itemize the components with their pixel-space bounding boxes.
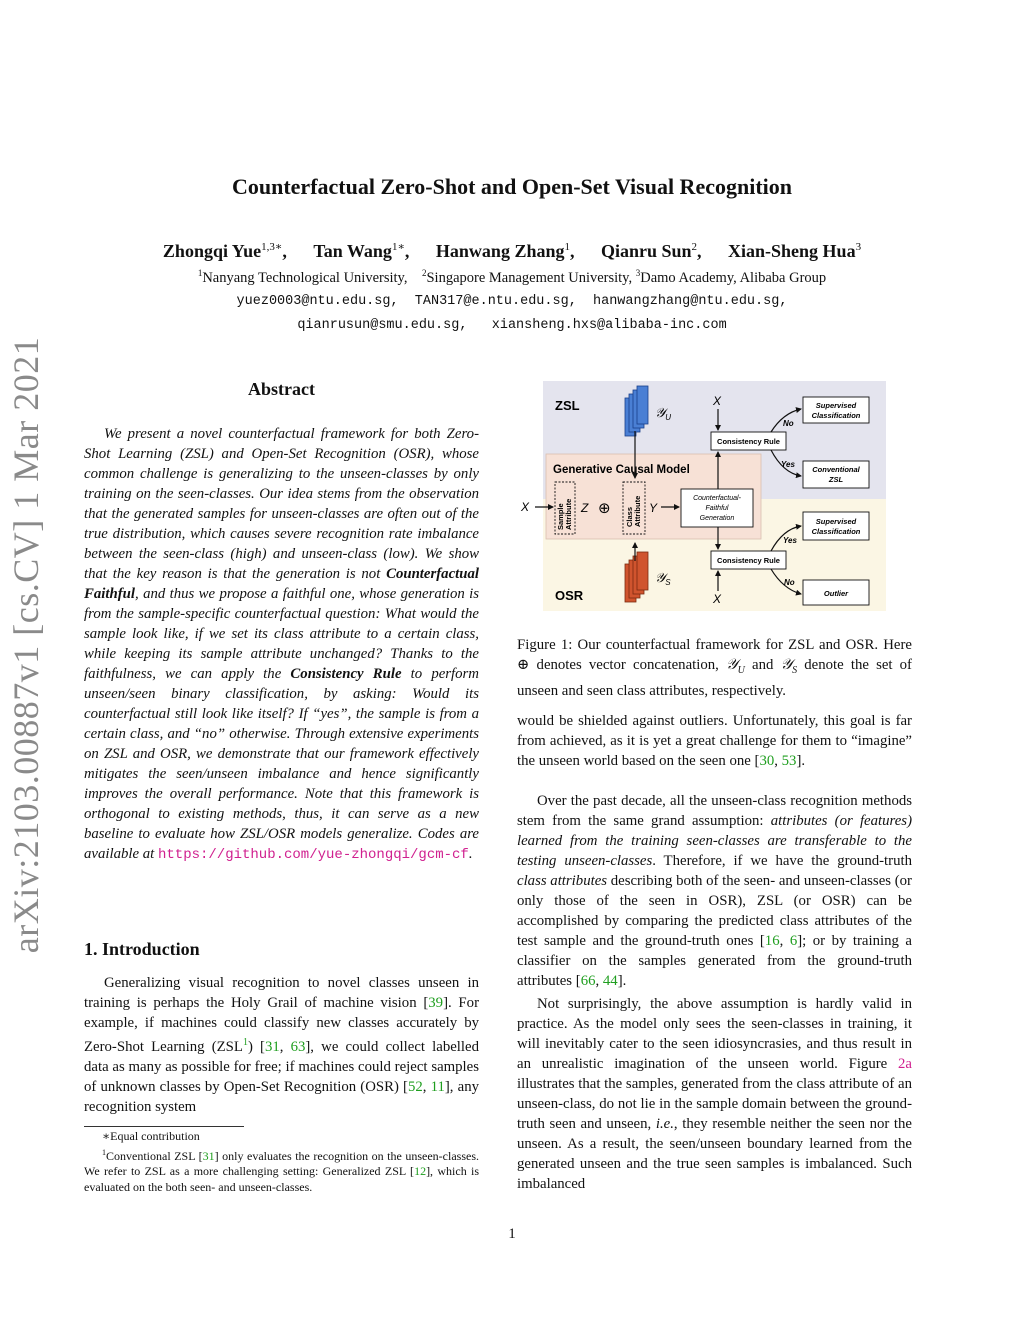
input-x-top: X <box>713 394 722 408</box>
author: Zhongqi Yue$^{1,3∗}$, <box>162 241 287 261</box>
affiliations: $^1$Nanyang Technological University, $^2$Singapore Management University, $^3$Damo Academy, Alibaba Group <box>197 268 827 286</box>
citation-link[interactable]: 66 <box>580 973 596 989</box>
no-label: No <box>784 578 795 587</box>
consistency-rule-label: Consistency Rule <box>717 437 780 446</box>
conventional-zsl-label: Conventional ZSL <box>812 465 860 484</box>
outlier-label: Outlier <box>823 589 849 598</box>
body-paragraph: Not surprisingly, the above assumption is hardly valid in practice. As the model only sees the seen-classes in training, it will inevitably cater to the seen idiosyncrasies, and thus result in an unrealistic imagination of the unseen world. Figure 2a illustrates that the samples, generated from the class attribute of an unseen-class, do not lie in the sample domain between the ground-truth seen and unseen, i.e., they resemble neither the seen nor the unseen. As a result, the seen/unseen boundary learned from the generated unseen and the true seen samples is imbalanced. Such imbalanced <box>517 996 912 1192</box>
z-symbol: Z <box>581 501 589 515</box>
citation-link[interactable]: 63 <box>290 1038 306 1055</box>
footnote: ∗Equal contribution <box>102 1129 200 1143</box>
intro-paragraph: Generalizing visual recognition to novel classes unseen in training is perhaps the Holy Grail of machine vision [39]. For example, if machines could classify new classes accurately by Zero-Shot Learning (ZSL$^1$) [31, 63], we could collect labelled data as many as possible for free; if machines could reject samples of unknown classes by Open-Set Recognition (OSR) [52, 11], any recognition system <box>84 975 479 1115</box>
gcm-label: Generative Causal Model <box>553 464 690 476</box>
citation-link[interactable]: 11 <box>430 1078 445 1095</box>
body-paragraph: Over the past decade, all the unseen-class recognition methods stem from the same grand assumption: attributes (or features) learned from the training seen-classes are transferable to the testing unseen-classes. Therefore, if we have the ground-truth class attributes describing both of the seen- and unseen-classes (or only those of the seen in OSR), ZSL (or OSR) can be accomplished by comparing the predicted class attributes of the test sample and the ground-truth ones [16, 6]; or by training a classifier on the samples generated from the ground-truth attributes [66, 44]. <box>517 793 912 989</box>
author: Hanwang Zhang$^1$, <box>435 241 575 261</box>
section-heading: 1. Introduction <box>84 939 200 959</box>
consistency-rule-label: Consistency Rule <box>717 556 780 565</box>
unseen-attr-symbol: 𝒴$_U$ <box>655 405 671 422</box>
input-x: X <box>521 500 530 514</box>
paper-title: Counterfactual Zero-Shot and Open-Set Visual Recognition <box>231 174 792 199</box>
cfg-label: Counterfactual-Faithful Generation <box>693 495 741 522</box>
citation-link[interactable]: 30 <box>759 753 775 769</box>
email-list: yuez0003@ntu.edu.sg, TAN317@e.ntu.edu.sg, hanwangzhang@ntu.edu.sg, <box>236 294 788 309</box>
citation-link[interactable]: 6 <box>789 933 798 949</box>
zsl-label: ZSL <box>555 398 580 413</box>
figure-link[interactable]: 2a <box>898 1056 912 1072</box>
no-label: No <box>783 419 794 428</box>
code-link[interactable]: https://github.com/yue-zhongqi/gcm-cf <box>157 847 469 863</box>
abstract-text: We present a novel counterfactual framework for both Zero-Shot Learning (ZSL) and Open-Set Recognition (OSR), whose common challenge is generalizing to the unseen-classes by only training on the seen-classes. Our idea stems from the observation that the generated samples for unseen-classes are often out of the true distribution, which causes severe recognition rate imbalance between the seen-class (high) and unseen-class (low). We show that the key reason is that the generation is not Counterfactual Faithful, and thus we propose a faithful one, whose generation is from the sample-specific counterfactual question: What would the sample look like, if we set its class attribute to a certain class, while keeping its sample attribute unchanged? Thanks to the faithfulness, we can apply the Consistency Rule to perform unseen/seen binary classification, by asking: Would its counterfactual still look like itself? If “yes”, the sample is from a certain class, and “no” otherwise. Through extensive experiments on ZSL and OSR, we demonstrate that our framework effectively mitigates the seen/unseen imbalance and hence significantly improves the overall performance. Note that this framework is orthogonal to existing methods, thus, it can serve as a new baseline to evaluate how ZSL/OSR models generalize. Codes are available at https://github.com/yue-zhongqi/gcm-cf. <box>84 426 479 863</box>
citation-link[interactable]: 53 <box>781 753 797 769</box>
citation-link[interactable]: 52 <box>407 1078 423 1095</box>
email-list: qianrusun@smu.edu.sg, xiansheng.hxs@alibaba-inc.com <box>297 318 727 333</box>
citation-link[interactable]: 44 <box>602 973 618 989</box>
author: Tan Wang$^{1∗}$, <box>313 241 410 261</box>
citation-link[interactable]: 31 <box>202 1148 215 1163</box>
figure-caption: Figure 1: Our counterfactual framework for ZSL and OSR. Here ⊕ denotes vector concatenation, 𝒴$_U$ and 𝒴$_S$ denote the set of unseen and seen class attributes, respectively. <box>517 637 912 699</box>
author: Xian-Sheng Hua$^3$ <box>728 241 862 261</box>
arxiv-identifier: arXiv:2103.00887v1 [cs.CV] 1 Mar 2021 <box>6 336 46 954</box>
class-attribute-label: ClassAttribute <box>625 495 642 527</box>
footnote-divider <box>84 1126 244 1127</box>
yes-label: Yes <box>781 460 795 469</box>
figure-1-diagram <box>521 381 886 611</box>
yes-label: Yes <box>783 536 797 545</box>
osr-label: OSR <box>555 588 584 603</box>
input-x-bottom: X <box>713 592 722 606</box>
supervised-classification-label: Supervised Classification <box>811 517 861 536</box>
author-list <box>0 240 1024 262</box>
seen-attr-symbol: 𝒴$_S$ <box>655 570 671 587</box>
body-paragraph: would be shielded against outliers. Unfortunately, this goal is far from achieved, as it is yet a great challenge for them to “imagine” the unseen world based on the seen one [30, 53]. <box>517 713 912 769</box>
supervised-classification-label: Supervised Classification <box>811 401 861 420</box>
footnote: $^1$Conventional ZSL [31] only evaluates the recognition on the unseen-classes. We refer to ZSL as a more challenging setting: Generalized ZSL [12], which is evaluated on the both seen- and unseen-classes. <box>84 1147 479 1194</box>
page-number: 1 <box>508 1226 516 1242</box>
citation-link[interactable]: 16 <box>764 933 780 949</box>
concat-symbol: ⊕ <box>598 500 611 517</box>
abstract-heading: Abstract <box>248 379 315 399</box>
footnote-link[interactable]: 1 <box>242 1037 248 1048</box>
author: Qianru Sun$^2$, <box>600 241 702 261</box>
y-symbol: Y <box>649 501 658 515</box>
citation-link[interactable]: 12 <box>414 1164 427 1178</box>
sample-attribute-label: SampleAttribute <box>556 498 573 530</box>
footnotes <box>84 1129 479 1195</box>
citation-link[interactable]: 39 <box>428 995 444 1011</box>
citation-link[interactable]: 31 <box>264 1038 280 1055</box>
